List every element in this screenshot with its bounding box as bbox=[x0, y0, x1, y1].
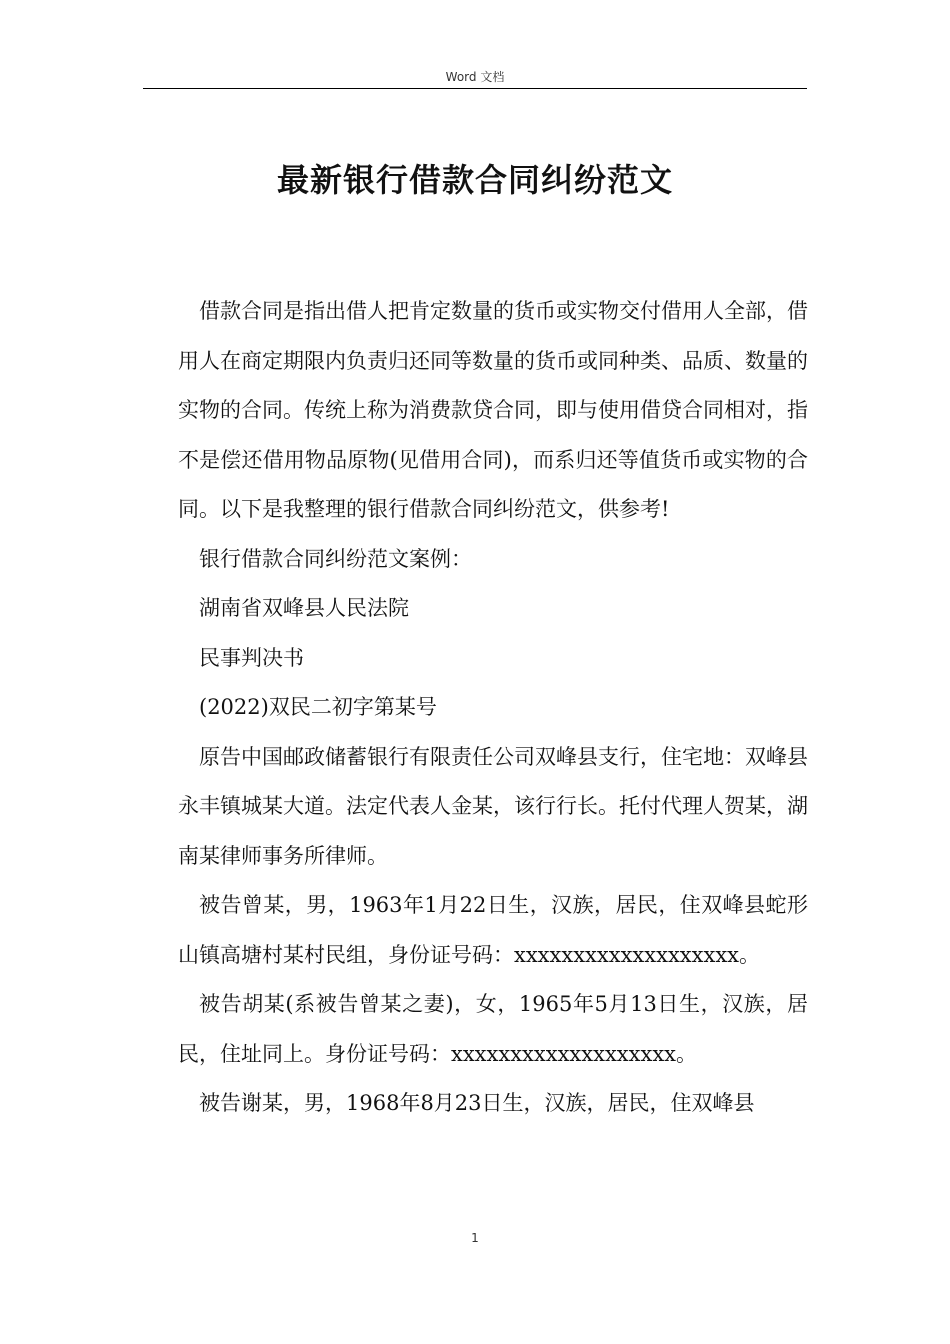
paragraph-defendant-2: 被告胡某(系被告曾某之妻)，女，1965年5月13日生，汉族，居民，住址同上。身份证号码：xxxxxxxxxxxxxxxxxxx。 bbox=[178, 992, 808, 1066]
paragraph-court-name: 湖南省双峰县人民法院 bbox=[199, 596, 409, 620]
page-number: 1 bbox=[471, 1231, 479, 1245]
document-title: 最新银行借款合同纠纷范文 bbox=[276, 161, 673, 199]
paragraph-judgment-type: 民事判决书 bbox=[199, 645, 304, 670]
paragraph-case-heading: 银行借款合同纠纷范文案例： bbox=[199, 546, 472, 571]
paragraph-defendant-3: 被告谢某，男，1968年8月23日生，汉族，居民，住双峰县 bbox=[199, 1091, 755, 1115]
document-body bbox=[178, 287, 808, 1129]
paragraph-defendant-1: 被告曾某，男，1963年1月22日生，汉族，居民，住双峰县蛇形山镇高塘村某村民组，身份证号码：xxxxxxxxxxxxxxxxxxx。 bbox=[178, 893, 808, 967]
paragraph-intro: 借款合同是指出借人把肯定数量的货币或实物交付借用人全部，借用人在商定期限内负责归还同等数量的货币或同种类、品质、数量的实物的合同。传统上称为消费款贷合同，即与使用借贷合同相对，指不是偿还借用物品原物(见借用合同)，而系归还等值货币或实物的合同。以下是我整理的银行借款合同纠纷范文，供参考! bbox=[178, 299, 808, 521]
paragraph-case-number: (2022)双民二初字第某号 bbox=[199, 695, 437, 719]
page-header: Word 文档 bbox=[143, 66, 807, 89]
paragraph-plaintiff: 原告中国邮政储蓄银行有限责任公司双峰县支行，住宅地：双峰县永丰镇城某大道。法定代表人金某，该行行长。托付代理人贺某，湖南某律师事务所律师。 bbox=[178, 744, 808, 868]
